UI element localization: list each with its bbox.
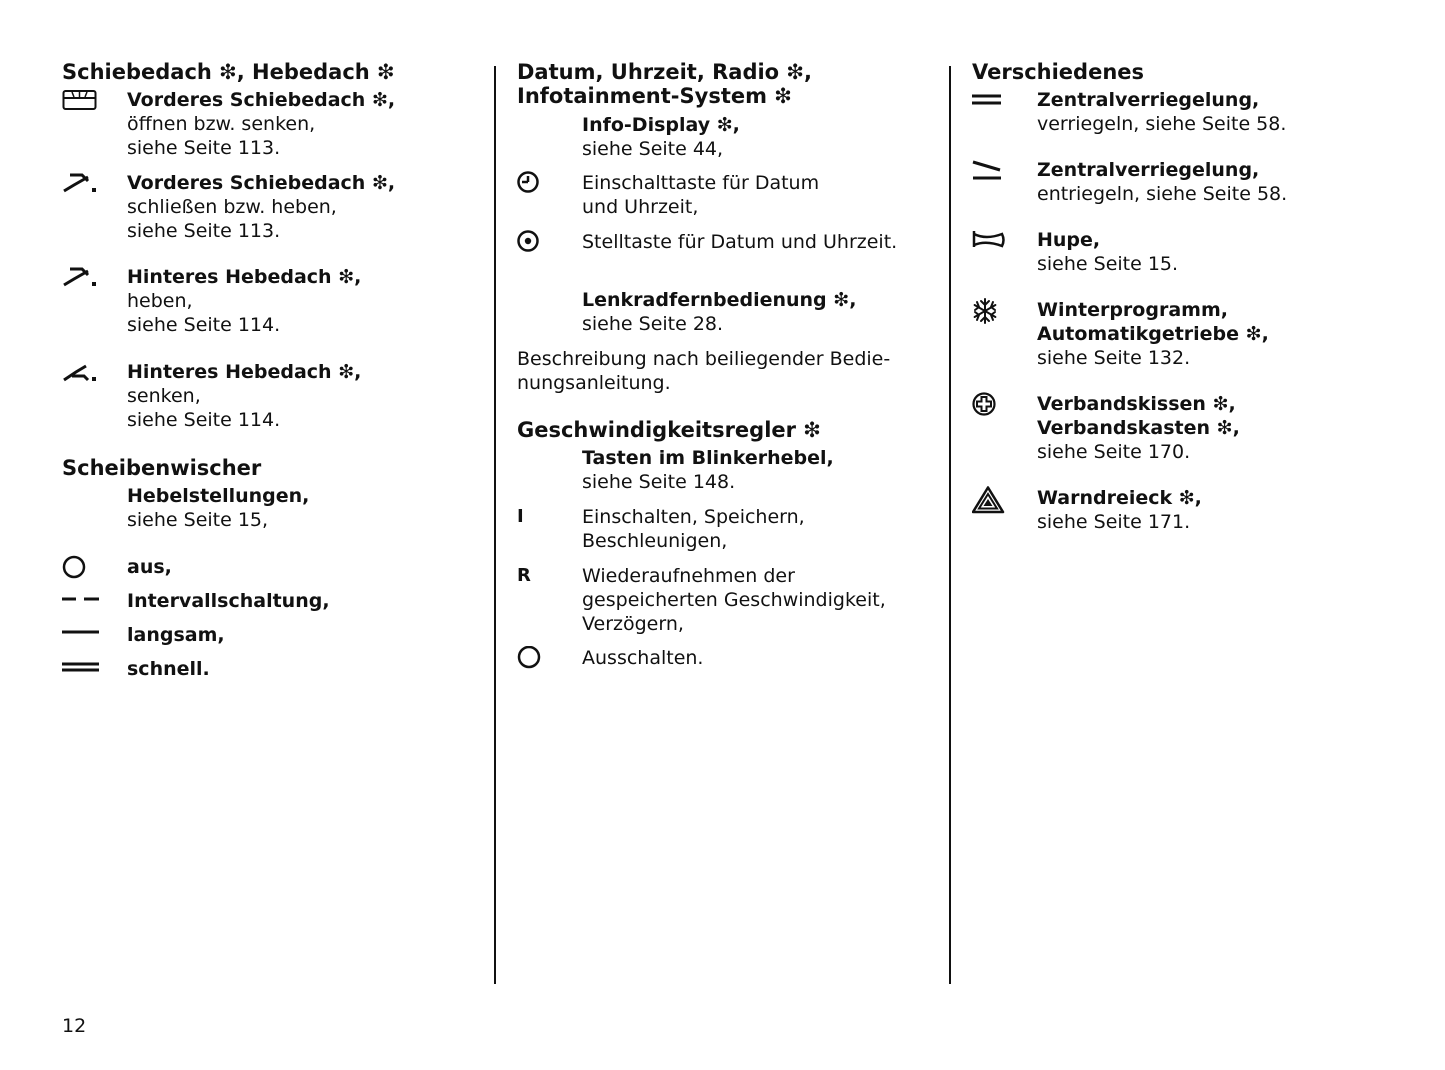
entry-title-2: Verbandskasten ❇, xyxy=(1037,417,1240,439)
double-line-icon xyxy=(62,657,102,683)
entry-page-ref: siehe Seite 113. xyxy=(127,220,281,242)
entry-title: Zentralverriegelung, xyxy=(1037,89,1260,111)
entry-detail: heben, xyxy=(127,290,193,312)
wiper-label: schnell. xyxy=(127,658,210,680)
entry-page-ref: siehe Seite 15, xyxy=(127,509,269,531)
roof-raise-icon xyxy=(62,265,102,291)
entry-page-ref: siehe Seite 113. xyxy=(127,137,281,159)
entry-detail: öffnen bzw. senken, xyxy=(127,113,316,135)
entry-title: Vorderes Schiebedach ❇, xyxy=(127,172,396,194)
entry-detail: Stelltaste für Datum und Uhrzeit. xyxy=(582,231,898,253)
horn-icon xyxy=(972,228,1012,254)
description-paragraph xyxy=(517,347,917,395)
entry-detail: senken, xyxy=(127,385,201,407)
entry-detail: Wiederaufnehmen der xyxy=(582,565,795,587)
section-heading-cruise: Geschwindigkeitsregler ❇ xyxy=(517,418,821,442)
entry-detail: Ausschalten. xyxy=(582,647,704,669)
dashed-line-icon xyxy=(62,589,102,615)
entry-detail: Einschalttaste für Datum xyxy=(582,172,820,194)
entry-detail: Einschalten, Speichern, xyxy=(582,506,805,528)
section-heading-wiper: Scheibenwischer xyxy=(62,456,262,480)
entry-title: Lenkradfernbedienung ❇, xyxy=(582,289,857,311)
set-button-icon xyxy=(517,230,557,256)
section-heading-radio xyxy=(517,60,812,108)
entry-detail: und Uhrzeit, xyxy=(582,196,699,218)
wiper-label: langsam, xyxy=(127,624,225,646)
circle-off-icon xyxy=(62,555,102,581)
entry-title: Hebelstellungen, xyxy=(127,485,310,507)
entry-title: Zentralverriegelung, xyxy=(1037,159,1260,181)
entry-page-ref: verriegeln, siehe Seite 58. xyxy=(1037,113,1287,135)
entry-title: Verbandskissen ❇, xyxy=(1037,393,1236,415)
entry-detail: gespeicherten Geschwindigkeit, xyxy=(582,589,886,611)
entry-detail: Verzögern, xyxy=(582,613,684,635)
entry-title: Vorderes Schiebedach ❇, xyxy=(127,89,396,111)
entry-page-ref: siehe Seite 15. xyxy=(1037,253,1179,275)
snowflake-icon xyxy=(972,298,1012,324)
warning-triangle-icon xyxy=(972,486,1012,512)
entry-title: Hupe, xyxy=(1037,229,1101,251)
entry-title: Winterprogramm, xyxy=(1037,299,1228,321)
entry-detail: Beschleunigen, xyxy=(582,530,728,552)
heading-line: Infotainment-System ❇ xyxy=(517,84,792,108)
entry-title-2: Automatikgetriebe ❇, xyxy=(1037,323,1269,345)
column-divider xyxy=(949,66,951,984)
single-line-icon xyxy=(62,623,102,649)
column-divider xyxy=(494,66,496,984)
circle-off-icon xyxy=(517,646,557,672)
entry-page-ref: siehe Seite 114. xyxy=(127,409,281,431)
wiper-label: Intervallschaltung, xyxy=(127,590,330,612)
entry-detail: schließen bzw. heben, xyxy=(127,196,337,218)
entry-title: Info-Display ❇, xyxy=(582,114,740,136)
letter-r-marker: R xyxy=(517,565,531,586)
heading-line: Datum, Uhrzeit, Radio ❇, xyxy=(517,60,812,84)
letter-i-marker: I xyxy=(517,506,524,527)
entry-title: Tasten im Blinkerhebel, xyxy=(582,447,834,469)
entry-page-ref: siehe Seite 148. xyxy=(582,471,736,493)
paragraph-line: Beschreibung nach beiliegender Bedie- xyxy=(517,348,891,370)
unlock-lines-icon xyxy=(972,158,1012,184)
section-heading-misc: Verschiedenes xyxy=(972,60,1145,84)
entry-page-ref: siehe Seite 170. xyxy=(1037,441,1191,463)
page-number: 12 xyxy=(62,1015,87,1037)
roof-close-icon xyxy=(62,171,102,197)
lock-lines-icon xyxy=(972,88,1012,114)
first-aid-icon xyxy=(972,392,1012,418)
entry-page-ref: siehe Seite 28. xyxy=(582,313,724,335)
entry-title: Warndreieck ❇, xyxy=(1037,487,1202,509)
section-heading-roof: Schiebedach ❇, Hebedach ❇ xyxy=(62,60,395,84)
entry-page-ref: entriegeln, siehe Seite 58. xyxy=(1037,183,1288,205)
sunroof-icon xyxy=(62,88,102,114)
entry-page-ref: siehe Seite 132. xyxy=(1037,347,1191,369)
paragraph-line: nungsanleitung. xyxy=(517,372,671,394)
entry-page-ref: siehe Seite 44, xyxy=(582,138,724,160)
clock-icon xyxy=(517,171,557,197)
roof-lower-icon xyxy=(62,360,102,386)
entry-page-ref: siehe Seite 171. xyxy=(1037,511,1191,533)
wiper-label: aus, xyxy=(127,556,172,578)
entry-title: Hinteres Hebedach ❇, xyxy=(127,266,362,288)
entry-title: Hinteres Hebedach ❇, xyxy=(127,361,362,383)
entry-page-ref: siehe Seite 114. xyxy=(127,314,281,336)
